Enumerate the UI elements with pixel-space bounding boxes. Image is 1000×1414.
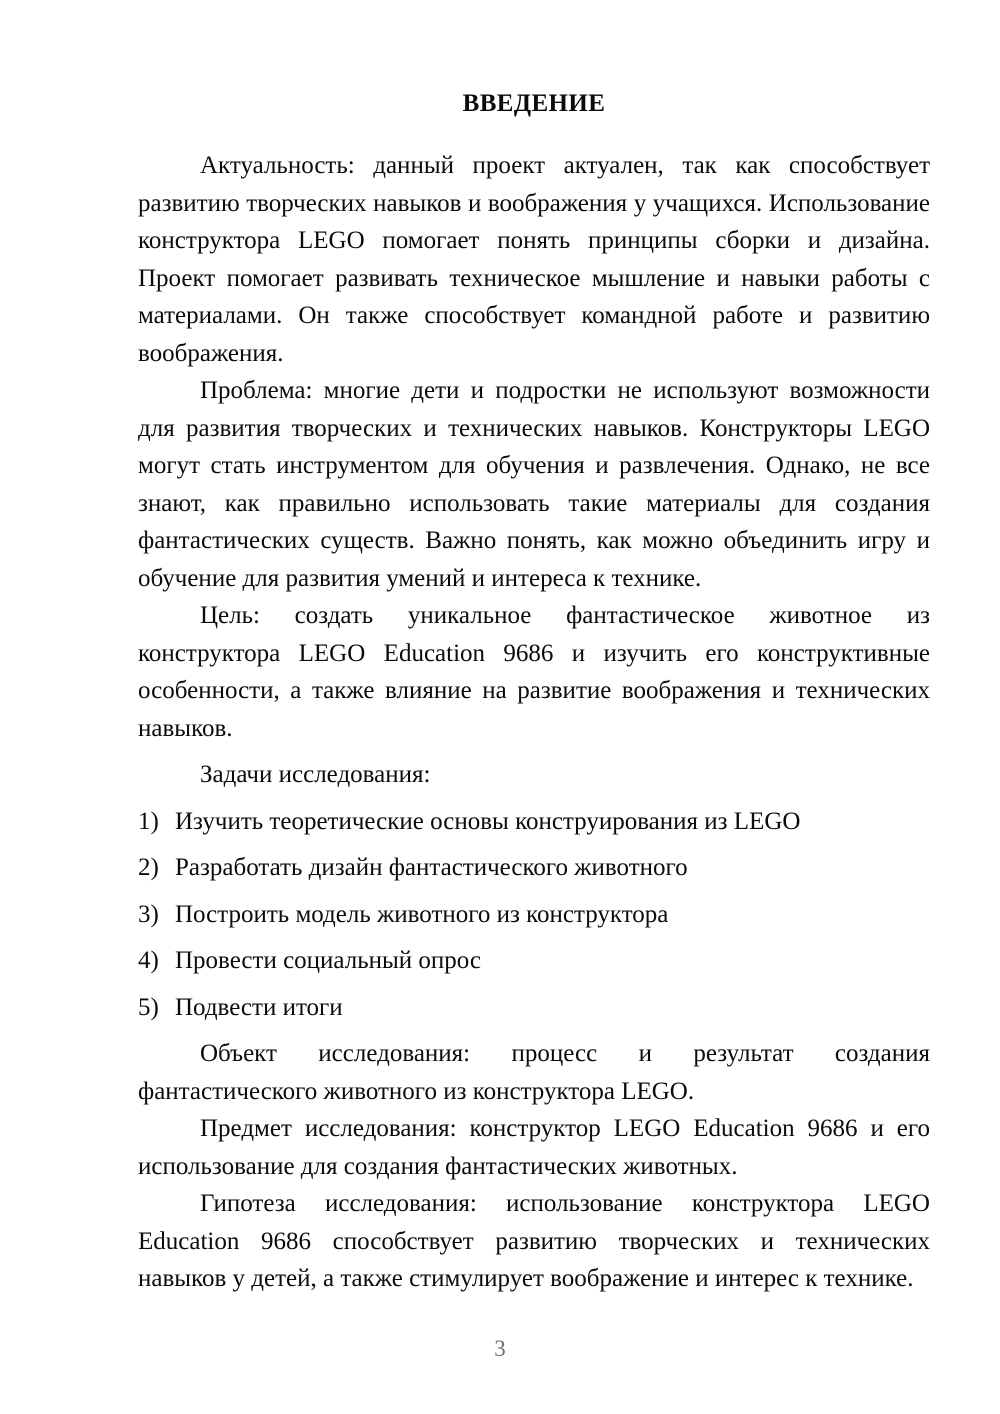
list-item-label: Изучить теоретические основы конструирования из LEGO: [175, 807, 801, 835]
paragraph-goal: Цель: создать уникальное фантастическое животное из конструктора LEGO Education 9686 и изучить его конструктивные особенности, а также влияние на развитие воображения и технических навыков.: [138, 602, 930, 742]
list-item-label: Подвести итоги: [175, 993, 343, 1021]
list-item-marker: 4): [138, 947, 159, 975]
list-item: [138, 849, 930, 887]
spacer: [138, 747, 930, 756]
paragraph-problem: Проблема: многие дети и подростки не используют возможности для развития творческих и технических навыков. Конструкторы LEGO могут стать инструментом для обучения и развлечения. Однако, не все знают, как правильно использовать такие материалы для создания фантастических существ. Важно понять, как можно объединить игру и обучение для развития умений и интереса к технике.: [138, 377, 930, 592]
list-item-marker: 3): [138, 900, 159, 928]
paragraph-relevance: Актуальность: данный проект актуален, так как способствует развитию творческих навыков и воображения у учащихся. Использование конструктора LEGO помогает понять принципы сборки и дизайна. Проект помогает развивать техническое мышление и навыки работы с материалами. Он также способствует командной работе и развитию воображения.: [138, 152, 930, 367]
list-item-marker: 1): [138, 807, 159, 835]
page-content: [138, 88, 930, 1298]
list-item-label: Построить модель животного из конструктора: [175, 900, 669, 928]
list-item-marker: 2): [138, 854, 159, 882]
list-item-marker: 5): [138, 993, 159, 1021]
paragraph-subject: Предмет исследования: конструктор LEGO Education 9686 и его использование для создания фантастических животных.: [138, 1115, 930, 1180]
paragraph-hypothesis: Гипотеза исследования: использование конструктора LEGO Education 9686 способствует развитию творческих и технических навыков у детей, а также стимулирует воображение и интерес к технике.: [138, 1190, 930, 1293]
list-item: [138, 942, 930, 980]
list-item-label: Разработать дизайн фантастического животного: [175, 854, 688, 882]
list-item-label: Провести социальный опрос: [175, 947, 482, 975]
list-item: [138, 896, 930, 934]
paragraph-object: Объект исследования: процесс и результат создания фантастического животного из конструктора LEGO.: [138, 1040, 930, 1105]
list-item: [138, 803, 930, 841]
tasks-list: [138, 803, 930, 1027]
page-number: 3: [494, 1336, 506, 1361]
tasks-heading: Задачи исследования:: [200, 761, 431, 789]
page-title: ВВЕДЕНИЕ: [462, 90, 606, 117]
list-item: [138, 989, 930, 1027]
